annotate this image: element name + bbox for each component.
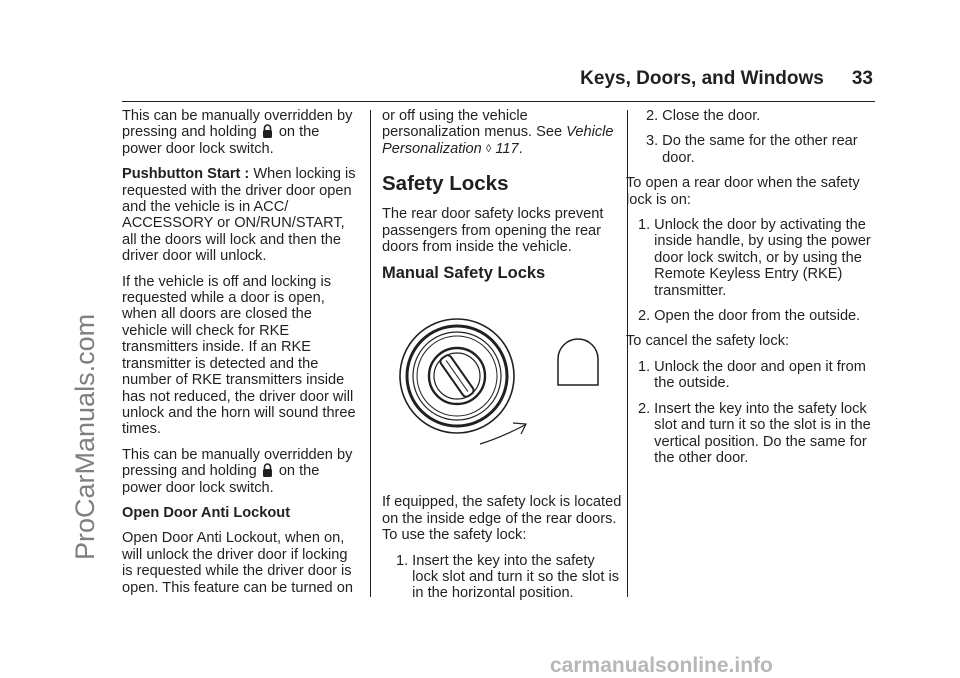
paragraph-override-1 — [122, 108, 360, 157]
step-text: Insert the key into the safety lock slot and turn it so the slot is in the vertical position. Do the same for the other door. — [654, 400, 871, 466]
step-number: 3. — [646, 133, 659, 150]
text: When locking is requested with the driver door open and the vehicle is in ACC/ ACCESSORY or ON/RUN/START, all the doors will lock and then the driver door will unlock. — [122, 166, 356, 265]
text: or off using the vehicle personalization menus. See — [382, 108, 563, 141]
paragraph-override-2 — [122, 447, 360, 496]
paragraph-if-equipped: If equipped, the safety lock is located on the inside edge of the rear doors. To use the safety lock: — [382, 494, 622, 544]
paragraph-open-rear-door: To open a rear door when the safety lock is on: — [626, 175, 860, 208]
paragraph-safety-locks: The rear door safety locks prevent passengers from opening the rear doors from inside the vehicle. — [382, 206, 604, 256]
page-number: 33 — [851, 68, 873, 89]
text: on the power door lock switch. — [122, 124, 320, 157]
watermark: ProCarManuals.com — [70, 313, 100, 560]
step-number: 1. — [638, 217, 651, 234]
step-number: 1. — [638, 358, 651, 375]
step-text: Unlock the door and open it from the outside. — [654, 358, 866, 392]
column-3 — [626, 108, 875, 475]
paragraph-cancel-safety-lock: To cancel the safety lock: — [626, 333, 790, 350]
cross-reference[interactable]: Vehicle Personalization — [382, 124, 614, 157]
step-text: Do the same for the other rear door. — [662, 133, 858, 166]
text: on the power door lock switch. — [122, 463, 320, 496]
heading-manual-safety-locks: Manual Safety Locks — [382, 264, 546, 283]
step-text: Insert the key into the safety lock slot and turn it so the slot is in the horizontal position. — [412, 552, 620, 602]
paragraph-continued — [382, 108, 622, 157]
text: . — [518, 140, 523, 157]
list-item — [638, 401, 875, 467]
paragraph-rke: If the vehicle is off and locking is requested while a door is open, when all doors are closed the vehicle will check for RKE transmitters inside. If an RKE transmitter is detected and the number of RKE transmitters inside has not reduced, the driver door will unlock and the horn will sound three times. — [122, 273, 356, 438]
list-item — [382, 553, 622, 602]
text: This can be manually overridden by pressing and holding — [122, 446, 353, 480]
text: This can be manually overridden by pressing and holding — [122, 108, 353, 141]
step-text: Open the door from the outside. — [654, 308, 861, 325]
list-item — [638, 217, 875, 299]
step-text: Unlock the door by activating the inside handle, by using the power door lock switch, or by using the Remote Keyless Entry (RKE) transmitter. — [654, 217, 871, 299]
footer-watermark: carmanualsonline.info — [550, 654, 773, 677]
reference-page[interactable]: 117 — [495, 140, 519, 157]
step-text: Close the door. — [662, 108, 761, 124]
lock-icon — [262, 463, 273, 478]
list-item — [638, 108, 875, 124]
list-item — [638, 359, 875, 392]
paragraph-anti-lockout: Open Door Anti Lockout, when on, will unlock the driver door if locking is requested while the driver door is open. This feature can be turned on — [122, 530, 353, 596]
column-1 — [122, 108, 360, 605]
safety-lock-illustration — [382, 291, 622, 487]
header-rule — [122, 101, 875, 102]
column-divider-1 — [370, 110, 371, 597]
step-number: 2. — [638, 308, 651, 325]
list-item — [638, 308, 875, 324]
heading-safety-locks: Safety Locks — [382, 172, 509, 196]
term-label: Pushbutton Start : — [122, 166, 250, 183]
column-2 — [382, 108, 622, 611]
lock-icon — [262, 124, 273, 139]
step-number: 1. — [396, 552, 409, 569]
step-number: 2. — [646, 108, 659, 124]
subheading-anti-lockout: Open Door Anti Lockout — [122, 504, 291, 521]
list-item — [638, 133, 875, 166]
section-title: Keys, Doors, and Windows — [580, 68, 824, 89]
reference-arrow-icon: ◊ — [485, 142, 492, 155]
paragraph-pushbutton — [122, 166, 360, 264]
page-header — [560, 68, 873, 90]
step-number: 2. — [638, 400, 651, 417]
